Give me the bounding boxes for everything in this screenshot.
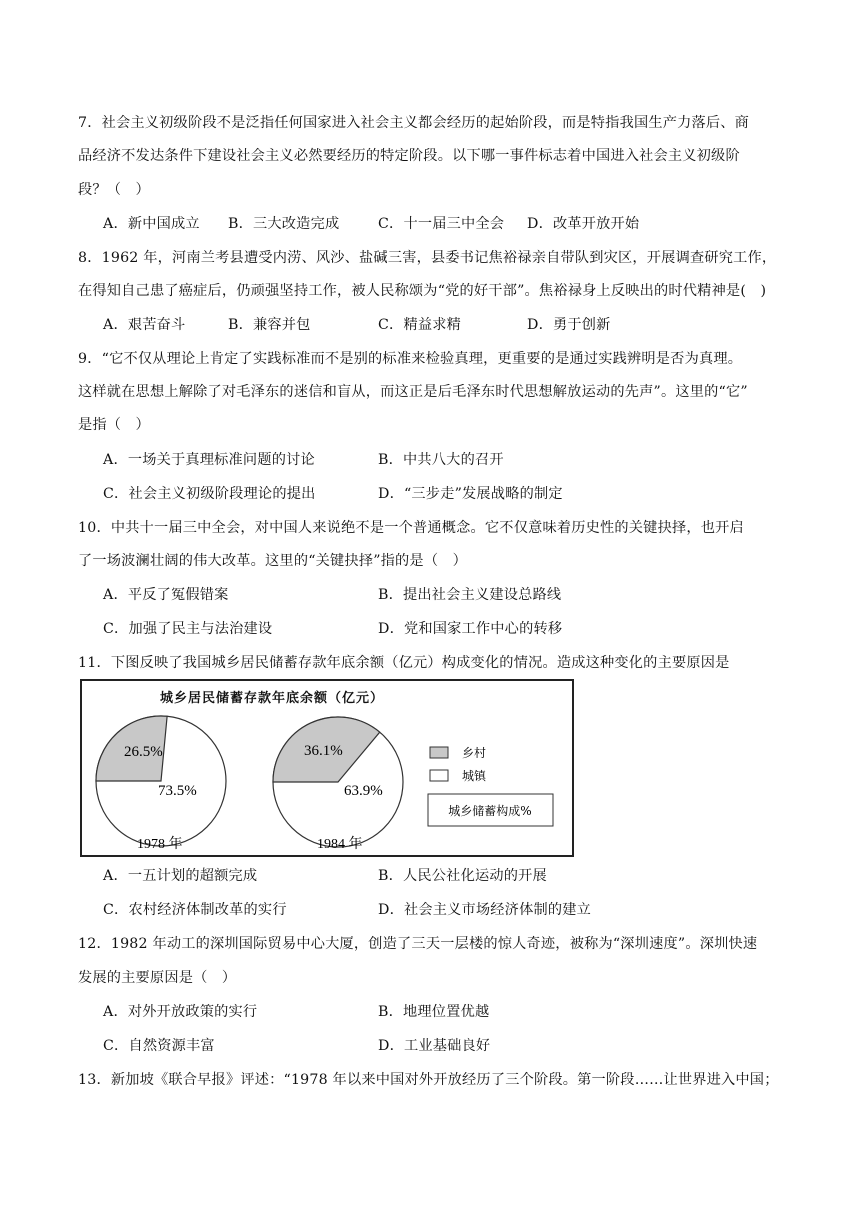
q8-option-a: A．艰苦奋斗 [103, 317, 186, 333]
legend-label-urban: 城镇 [462, 769, 487, 783]
pie-charts-svg [82, 681, 572, 855]
q7-stem-line-3: 段？（ ） [78, 182, 150, 198]
q13-stem-line-1: 13．新加坡《联合早报》评述：“1978 年以来中国对外开放经历了三个阶段。第一阶段……让世界进入中国； [78, 1072, 779, 1088]
q11-stem-line-1: 11．下图反映了我国城乡居民储蓄存款年底余额（亿元）构成变化的情况。造成这种变化的主要原因是 [78, 655, 730, 671]
q8-stem-line-2: 在得知自己患了癌症后，仍顽强坚持工作，被人民称颂为“党的好干部”。焦裕禄身上反映出的时代精神是( ) [78, 283, 767, 299]
q12-option-a: A．对外开放政策的实行 [103, 1004, 258, 1020]
q8-option-b: B．兼容并包 [228, 317, 311, 333]
q7-option-b: B．三大改造完成 [228, 216, 340, 232]
figure-title: 城乡居民储蓄存款年底余额（亿元） [159, 691, 384, 706]
pie-label-rural: 36.1% [304, 743, 343, 759]
q11-option-a: A．一五计划的超额完成 [103, 868, 258, 884]
q7-stem-line-1: 7．社会主义初级阶段不是泛指任何国家进入社会主义都会经历的起始阶段，而是特指我国生产力落后、商 [78, 115, 750, 131]
q9-option-c: C．社会主义初级阶段理论的提出 [103, 486, 316, 502]
q7-option-c: C．十一届三中全会 [378, 216, 505, 232]
q12-option-b: B．地理位置优越 [378, 1004, 490, 1020]
q8-option-d: D．勇于创新 [527, 317, 611, 333]
pie-label-rural: 26.5% [124, 744, 163, 760]
q10-option-a: A．平反了冤假错案 [103, 587, 229, 603]
legend-swatch-rural [430, 747, 448, 758]
q7-option-a: A．新中国成立 [103, 216, 200, 232]
q9-stem-line-1: 9．“它不仅从理论上肯定了实践标准而不是别的标准来检验真理，更重要的是通过实践辨明是否为真理。 [78, 351, 743, 367]
q9-stem-line-2: 这样就在思想上解除了对毛泽东的迷信和盲从，而这正是后毛泽东时代思想解放运动的先声”。这里的“它” [78, 384, 748, 400]
legend-swatch-urban [430, 770, 448, 781]
pie-chart-0 [96, 716, 226, 852]
q8-option-c: C．精益求精 [378, 317, 461, 333]
pie-chart-1 [273, 717, 403, 852]
legend-label-rural: 乡村 [462, 746, 487, 760]
q12-stem-line-1: 12．1982 年动工的深圳国际贸易中心大厦，创造了三天一层楼的惊人奇迹，被称为“深圳速度”。深圳快速 [78, 936, 758, 952]
q10-stem-line-1: 10．中共十一届三中全会，对中国人来说绝不是一个普通概念。它不仅意味着历史性的关键抉择，也开启 [78, 520, 744, 536]
q10-option-b: B．提出社会主义建设总路线 [378, 587, 562, 603]
q12-stem-line-2: 发展的主要原因是（ ） [78, 970, 237, 986]
q7-stem-line-2: 品经济不发达条件下建设社会主义必然要经历的特定阶段。以下哪一事件标志着中国进入社会主义初级阶 [78, 148, 740, 164]
pie-label-urban: 63.9% [344, 783, 383, 799]
q11-option-c: C．农村经济体制改革的实行 [103, 902, 287, 918]
q9-option-d: D．“三步走”发展战略的制定 [378, 486, 563, 502]
q12-option-c: C．自然资源丰富 [103, 1038, 215, 1054]
q11-option-b: B．人民公社化运动的开展 [378, 868, 547, 884]
q10-option-d: D．党和国家工作中心的转移 [378, 621, 563, 637]
pie-year-label: 1978 年 [137, 837, 183, 852]
q7-option-d: D．改革开放开始 [527, 216, 640, 232]
q9-option-b: B．中共八大的召开 [378, 452, 504, 468]
pie-year-label: 1984 年 [317, 837, 363, 852]
legend-caption-text: 城乡储蓄构成% [448, 804, 532, 818]
q9-option-a: A．一场关于真理标准问题的讨论 [103, 452, 315, 468]
q10-option-c: C．加强了民主与法治建设 [103, 621, 273, 637]
q12-option-d: D．工业基础良好 [378, 1038, 491, 1054]
savings-pie-figure [80, 679, 574, 857]
q11-option-d: D．社会主义市场经济体制的建立 [378, 902, 592, 918]
q10-stem-line-2: 了一场波澜壮阔的伟大改革。这里的“关键抉择”指的是（ ） [78, 553, 467, 569]
q9-stem-line-3: 是指（ ） [78, 417, 150, 433]
q8-stem-line-1: 8．1962 年，河南兰考县遭受内涝、风沙、盐碱三害，县委书记焦裕禄亲自带队到灾区，开展调查研究工作， [78, 250, 777, 266]
pie-label-urban: 73.5% [158, 783, 197, 799]
